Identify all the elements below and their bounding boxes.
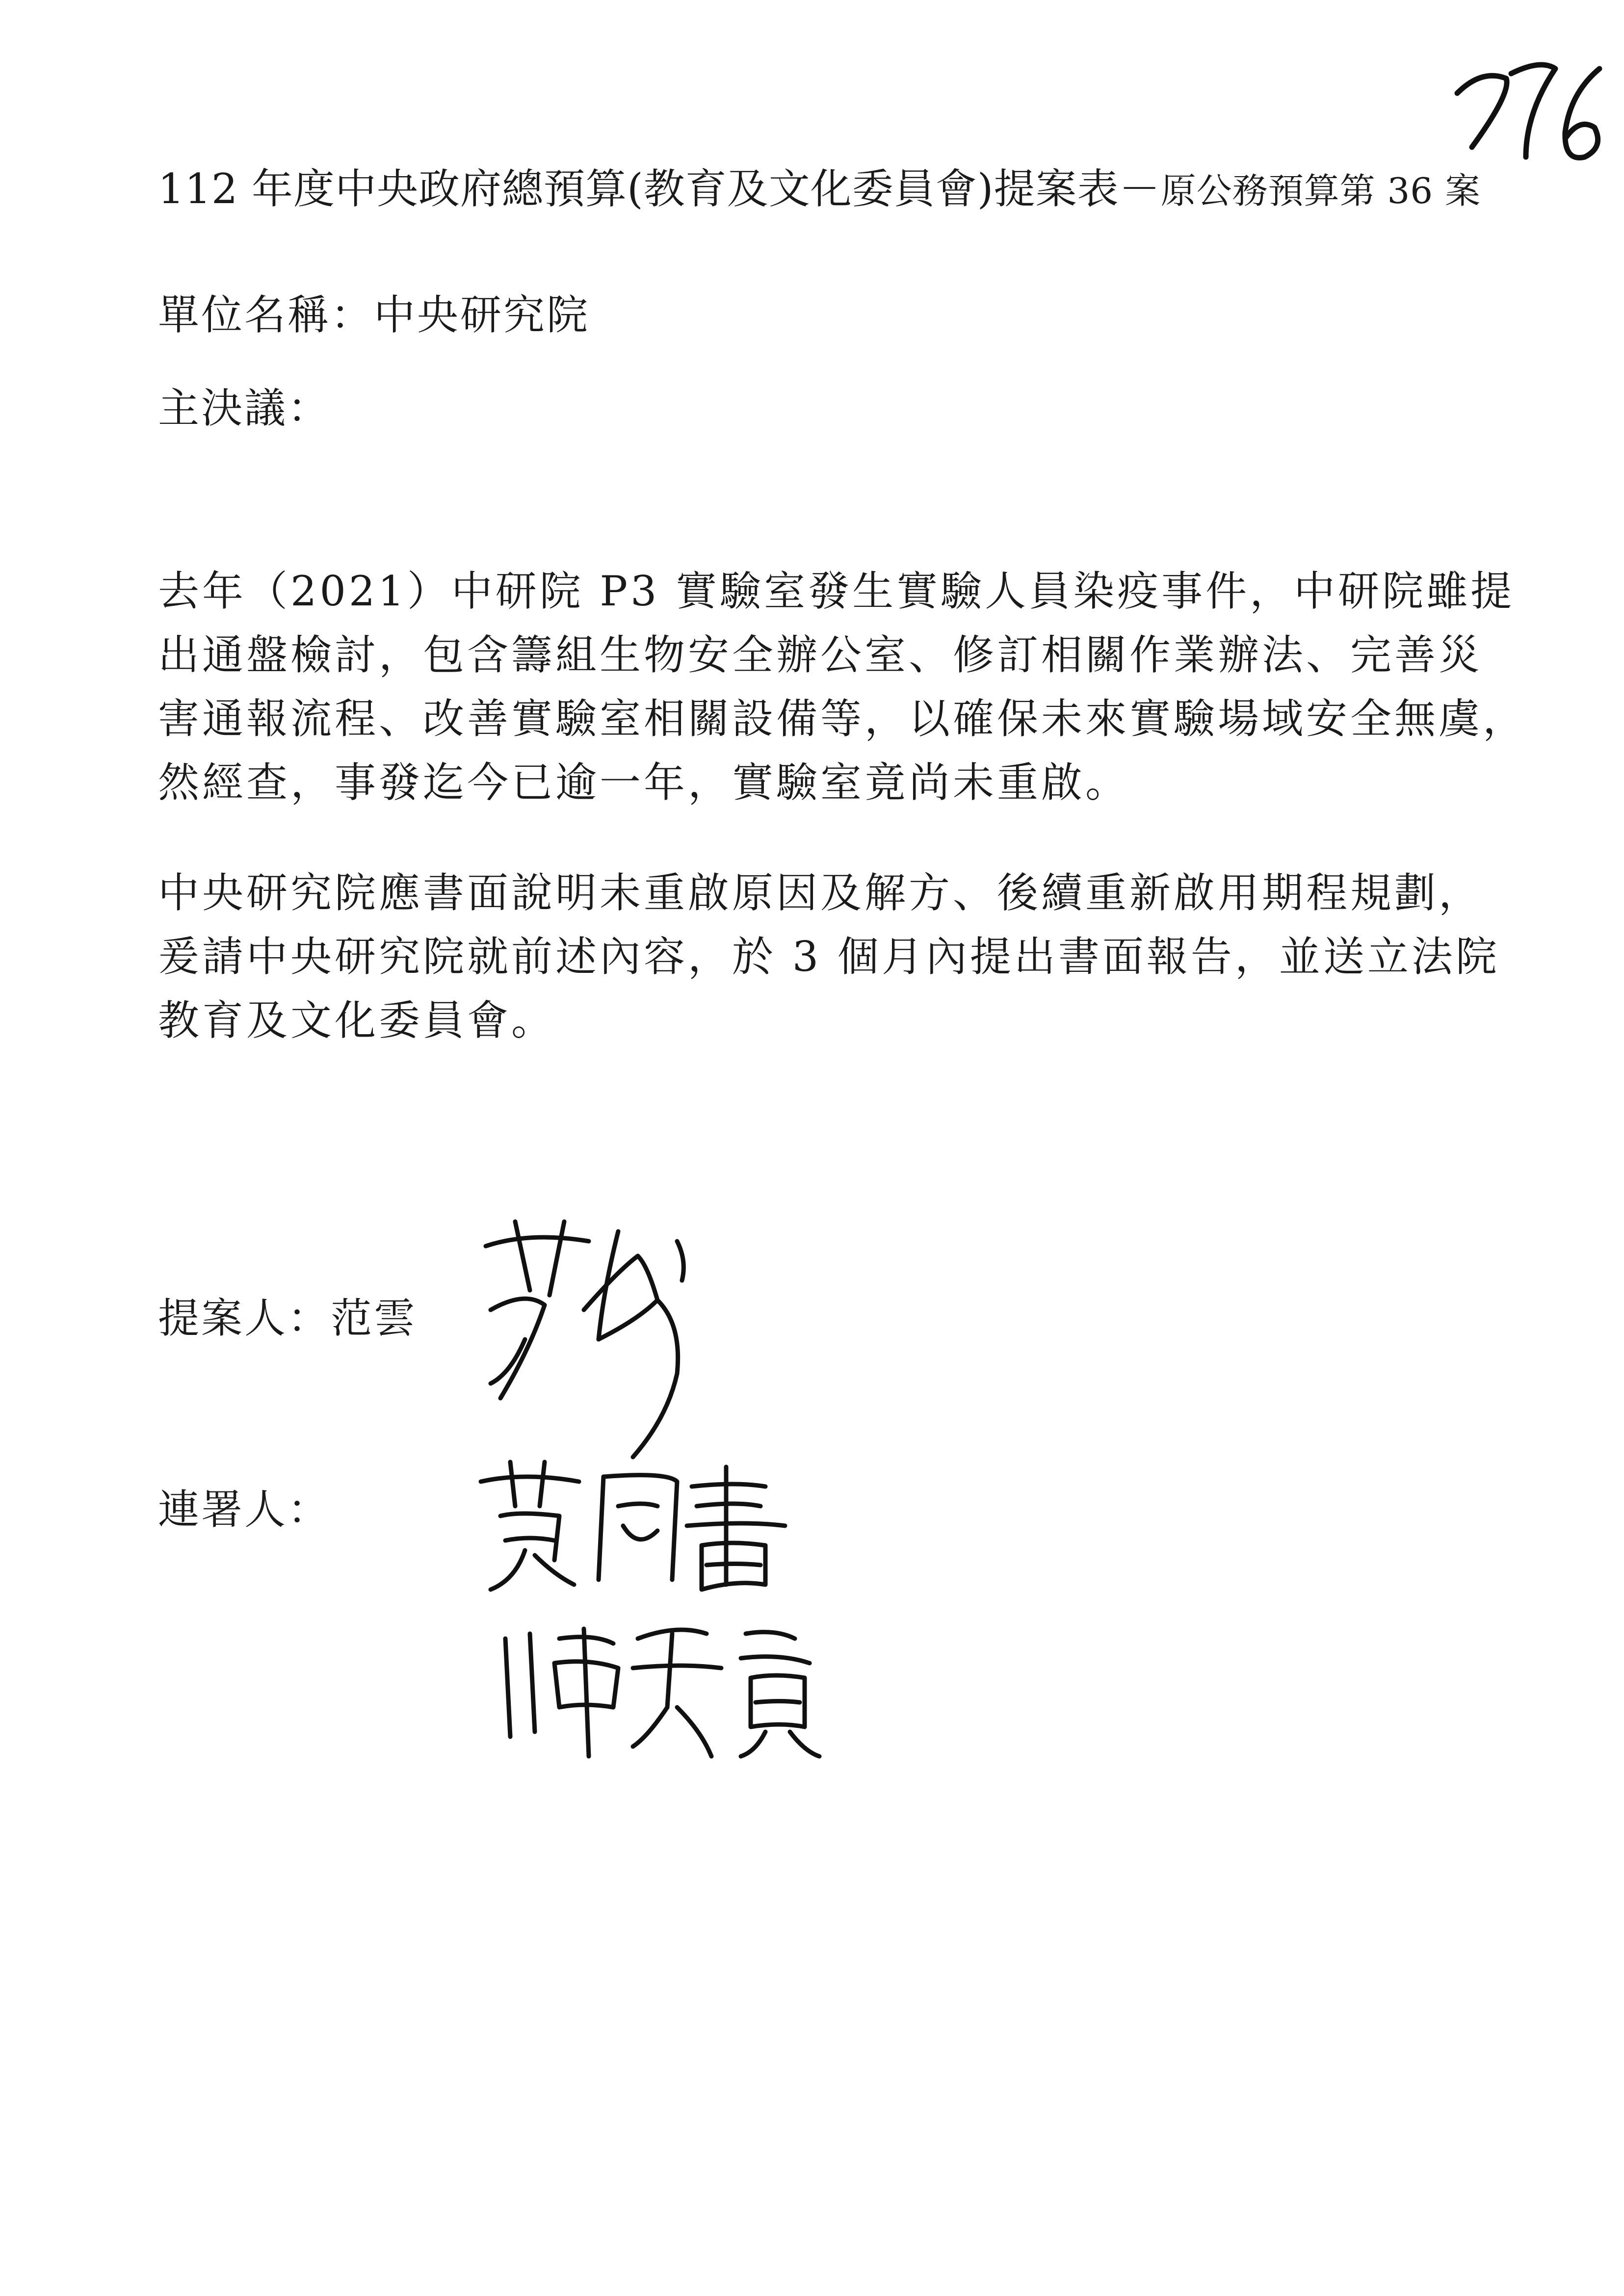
proposer-label: 提案人：	[158, 1294, 331, 1342]
resolution-label: 主決議：	[158, 384, 331, 432]
paragraph-line: 中央研究院應書面說明未重啟原因及解方、後續重新啟用期程規劃，	[158, 869, 1483, 917]
proposer-line	[158, 1285, 417, 1345]
title-sub: 原公務預算第 36 案	[1160, 170, 1481, 211]
proposer-name: 范雲	[331, 1294, 418, 1342]
signature-cosigner-1	[471, 1452, 824, 1599]
paragraph-line: 教育及文化委員會。	[158, 996, 556, 1044]
body-paragraph-1	[158, 559, 1527, 814]
signature-proposer	[471, 1212, 707, 1467]
paragraph-line: 出通盤檢討，包含籌組生物安全辦公室、修訂相關作業辦法、完善災	[158, 631, 1483, 679]
document-title	[158, 156, 1481, 215]
paragraph-line: 去年（2021）中研院 P3 實驗室發生實驗人員染疫事件，中研院雖提	[158, 567, 1515, 615]
paragraph-line: 然經查，事發迄今已逾一年，實驗室竟尚未重啟。	[158, 758, 1130, 807]
signature-cosigner-2	[491, 1609, 844, 1766]
unit-line	[158, 282, 590, 341]
unit-label: 單位名稱：	[158, 291, 374, 339]
title-main: 112 年度中央政府總預算(教育及文化委員會)提案表－	[158, 165, 1161, 213]
cosigner-label: 連署人：	[158, 1486, 331, 1534]
body-paragraph-2	[158, 861, 1522, 1052]
paragraph-line: 爰請中央研究院就前述內容，於 3 個月內提出書面報告，並送立法院	[158, 933, 1500, 981]
paragraph-line: 害通報流程、改善實驗室相關設備等，以確保未來實驗場域安全無虞，	[158, 695, 1527, 743]
unit-value: 中央研究院	[374, 291, 590, 339]
